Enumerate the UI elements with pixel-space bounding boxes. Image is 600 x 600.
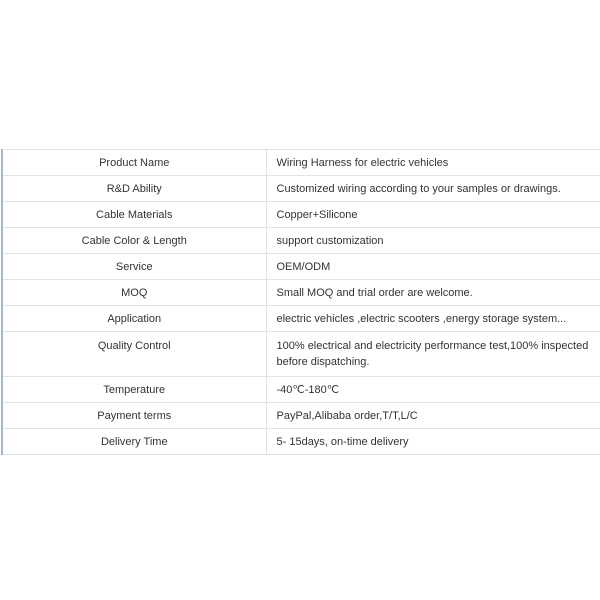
spec-label-quality-control: Quality Control	[2, 332, 266, 377]
spec-value-cable-materials: Copper+Silicone	[266, 202, 600, 228]
spec-value-quality-control: 100% electrical and electricity performance test,100% inspected before dispatching.	[266, 332, 600, 377]
table-row	[2, 176, 600, 202]
spec-value-payment-terms: PayPal,Alibaba order,T/T,L/C	[266, 403, 600, 429]
table-row	[2, 332, 600, 377]
table-row	[2, 202, 600, 228]
table-row	[2, 403, 600, 429]
table-row	[2, 150, 600, 176]
product-spec-table	[1, 149, 600, 455]
table-row	[2, 280, 600, 306]
spec-label-application: Application	[2, 306, 266, 332]
spec-label-delivery-time: Delivery Time	[2, 429, 266, 455]
spec-label-cable-materials: Cable Materials	[2, 202, 266, 228]
spec-label-payment-terms: Payment terms	[2, 403, 266, 429]
spec-value-application: electric vehicles ,electric scooters ,energy storage system...	[266, 306, 600, 332]
spec-label-rd-ability: R&D Ability	[2, 176, 266, 202]
spec-label-cable-color-length: Cable Color & Length	[2, 228, 266, 254]
table-row	[2, 228, 600, 254]
table-row	[2, 306, 600, 332]
table-row	[2, 429, 600, 455]
spec-value-cable-color-length: support customization	[266, 228, 600, 254]
spec-value-delivery-time: 5- 15days, on-time delivery	[266, 429, 600, 455]
spec-label-temperature: Temperature	[2, 377, 266, 403]
table-row	[2, 254, 600, 280]
spec-value-product-name: Wiring Harness for electric vehicles	[266, 150, 600, 176]
spec-value-service: OEM/ODM	[266, 254, 600, 280]
spec-label-moq: MOQ	[2, 280, 266, 306]
spec-value-moq: Small MOQ and trial order are welcome.	[266, 280, 600, 306]
spec-value-rd-ability: Customized wiring according to your samples or drawings.	[266, 176, 600, 202]
spec-label-service: Service	[2, 254, 266, 280]
table-row	[2, 377, 600, 403]
spec-label-product-name: Product Name	[2, 150, 266, 176]
spec-value-temperature: -40℃-180℃	[266, 377, 600, 403]
